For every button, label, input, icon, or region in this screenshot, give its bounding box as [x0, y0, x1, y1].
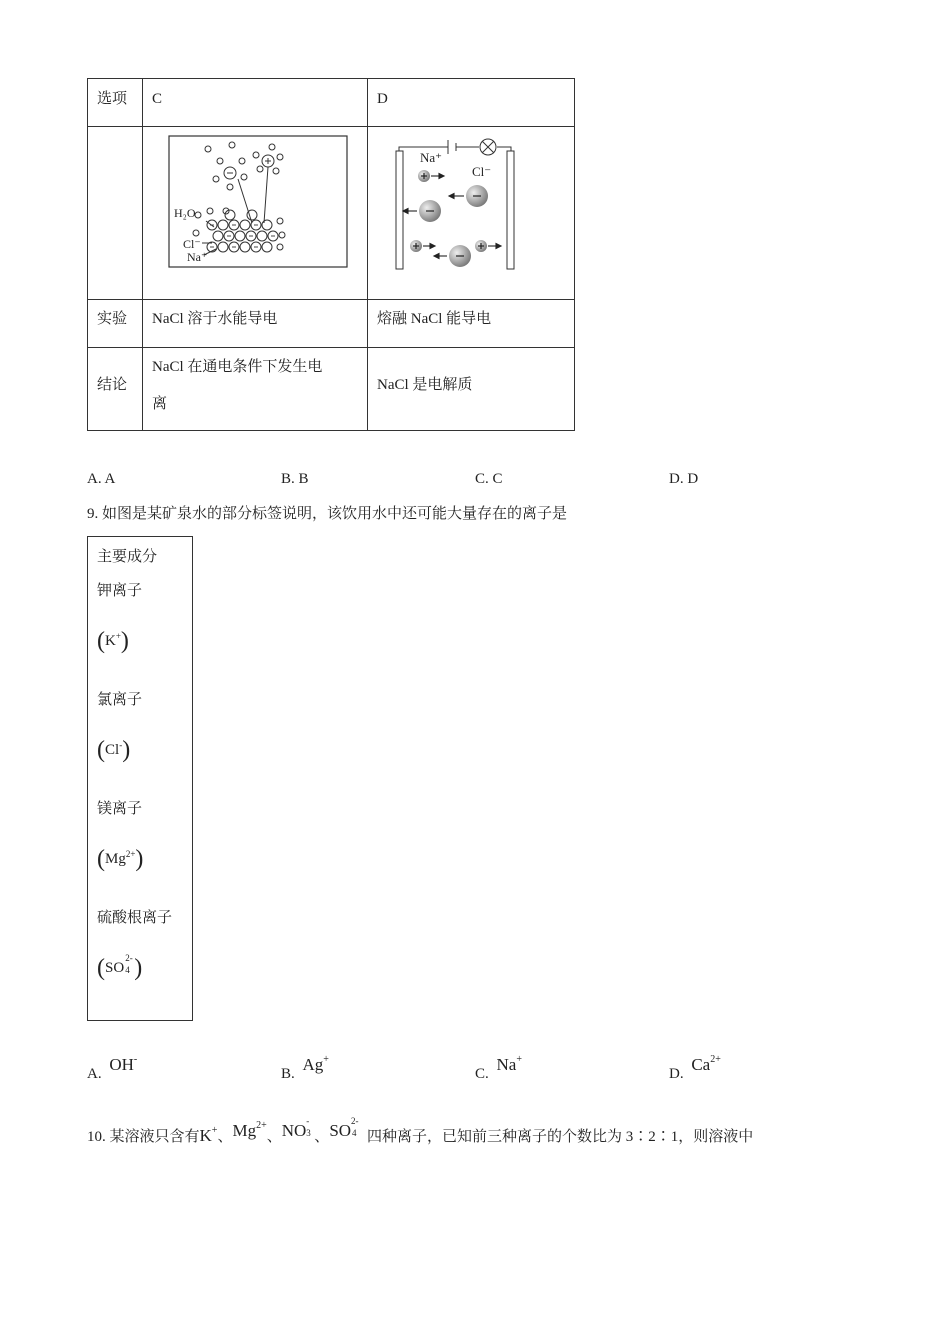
sulfate-formula: (SO 2- 4 ): [97, 953, 143, 981]
q9-option-b[interactable]: B. Ag+: [281, 1054, 329, 1082]
q8-option-c[interactable]: C. C: [475, 471, 503, 487]
potassium-name: 钾离子: [97, 583, 143, 599]
magnesium-name: 镁离子: [97, 801, 143, 817]
sodium-ion-label: Na⁺: [420, 150, 443, 165]
q9-question: 9. 如图是某矿泉水的部分标签说明，该饮用水中还可能大量存在的离子是: [87, 506, 568, 522]
table-divider: [142, 79, 143, 430]
water-label: H₂O: [174, 206, 196, 220]
q8-option-a[interactable]: A. A: [87, 471, 116, 487]
chloride-label: Cl⁻: [183, 237, 201, 251]
q8-option-b[interactable]: B. B: [281, 471, 309, 487]
table-divider: [88, 299, 574, 300]
chloride-formula: (Cl-): [97, 737, 131, 763]
options-table: [87, 78, 575, 431]
row-label-experiment: 实验: [97, 311, 128, 327]
table-divider: [88, 347, 574, 348]
q9-option-a[interactable]: A. OH-: [87, 1054, 138, 1082]
sodium-label: Na⁺: [187, 250, 208, 264]
row-label-conclusion: 结论: [97, 377, 128, 393]
chloride-name: 氯离子: [97, 692, 143, 708]
conclusion-c-line2: 离: [152, 396, 168, 412]
q9-option-d[interactable]: D. $Ca^{2+}$: [669, 1054, 721, 1082]
potassium-formula: (K+): [97, 628, 129, 654]
conclusion-d: NaCl 是电解质: [377, 377, 473, 393]
chloride-ion-label: Cl⁻: [472, 164, 492, 179]
q8-option-d[interactable]: D. D: [669, 471, 699, 487]
magnesium-formula: $(Mg^{2+})$: [97, 846, 144, 872]
table-header-d: D: [377, 91, 388, 107]
q9-option-c[interactable]: C. Na+: [475, 1054, 522, 1082]
sulfate-name: 硫酸根离子: [97, 910, 173, 926]
q10-question: 10. 某溶液只含有K+、$Mg^{2+}$、NO - 3 、SO 2- 4 四种离子，已知前三种离子的个数比为 3∶2∶1，则溶液中: [87, 1116, 754, 1145]
table-divider: [367, 79, 368, 430]
experiment-d: 熔融 NaCl 能导电: [377, 311, 492, 327]
experiment-c: NaCl 溶于水能导电: [152, 311, 278, 327]
label-title: 主要成分: [97, 549, 158, 565]
molten-nacl-circuit-diagram: [394, 135, 526, 271]
table-header-c: C: [152, 91, 163, 107]
conclusion-c-line1: NaCl 在通电条件下发生电: [152, 359, 323, 375]
table-divider: [88, 126, 574, 127]
table-header-option: 选项: [97, 91, 128, 107]
mineral-water-label: [87, 536, 193, 1021]
